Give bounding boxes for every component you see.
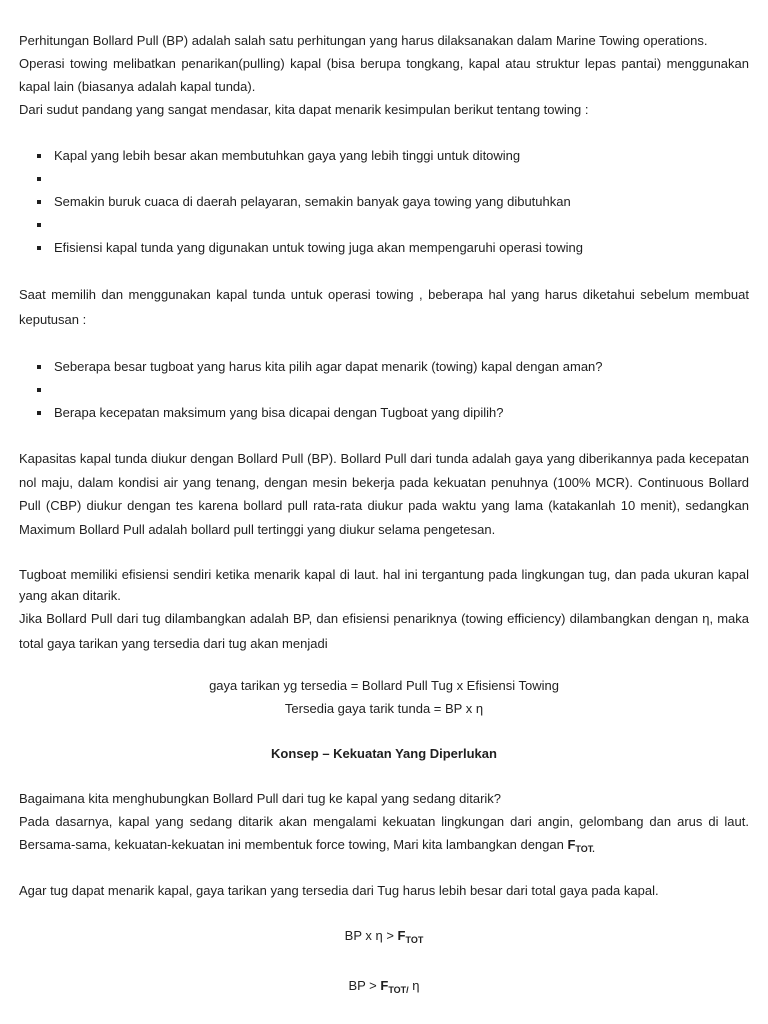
inequality-1: [19, 924, 749, 952]
decision-questions-list: [19, 355, 749, 424]
f-tot-subscript: TOT.: [575, 844, 595, 854]
list-item: Kapal yang lebih besar akan membutuhkan gaya yang lebih tinggi untuk ditowing: [19, 144, 749, 167]
forces-text: Pada dasarnya, kapal yang sedang ditarik akan mengalami kekuatan lingkungan dari angin, gelombang dan arus di laut. Bersama-sama, kekuatan-kekuatan ini membentuk force towing, Mari kita lambangkan dengan: [19, 814, 749, 852]
inequality-2-subscript: TOT/: [388, 985, 409, 995]
paragraph-choosing-tug: Saat memilih dan menggunakan kapal tunda untuk operasi towing , beberapa hal yang harus diketahui sebelum membuat keputusan :: [19, 287, 749, 327]
paragraph-bollard-pull: Kapasitas kapal tunda diukur dengan Bollard Pull (BP). Bollard Pull dari tunda adalah gaya yang diberikannya pada kecepatan nol maju, dalam kondisi air yang tenang, dengan mesin bekerja pada kekuatan penuhnya (100% MCR). Continuous Bollard Pull (CBP) diukur dengan tes karena bollard pull rata-rata diukur pada waktu yang lama (katakanlah 10 menit), sedangkan Maximum Bollard Pull adalah bollard pull tertinggi yang diukur selama pengetesan.: [19, 451, 749, 537]
list-item: Efisiensi kapal tunda yang digunakan untuk towing juga akan mempengaruhi operasi towing: [19, 236, 749, 259]
paragraph-environmental-forces: [19, 810, 749, 861]
paragraph-efficiency-symbol: Jika Bollard Pull dari tug dilambangkan adalah BP, dan efisiensi penariknya (towing efficiency) dilambangkan dengan η, maka total gaya tarikan yang tersedia dari tug akan menjadi: [19, 611, 749, 651]
list-item: Seberapa besar tugboat yang harus kita pilih agar dapat menarik (towing) kapal dengan aman?: [19, 355, 749, 378]
document-page: [19, 29, 749, 1002]
formula-tug-pull: Tersedia gaya tarik tunda = BP x η: [284, 701, 484, 716]
paragraph-condition: Agar tug dapat menarik kapal, gaya tarikan yang tersedia dari Tug harus lebih besar dari total gaya pada kapal.: [19, 883, 659, 898]
intro-line-3: Dari sudut pandang yang sangat mendasar, kita dapat menarik kesimpulan berikut tentang towing :: [19, 102, 589, 117]
paragraph-tug-efficiency: Tugboat memiliki efisiensi sendiri ketika menarik kapal di laut. hal ini tergantung pada lingkungan tug, dan pada ukuran kapal yang akan ditarik.: [19, 567, 749, 603]
inequality-2: [19, 974, 749, 1002]
inequality-2-right: η: [408, 978, 420, 993]
inequality-2-left: BP >: [348, 978, 381, 993]
intro-line-2: Operasi towing melibatkan penarikan(pulling) kapal (bisa berupa tongkang, kapal atau struktur lepas pantai) menggunakan kapal lain (biasanya adalah kapal tunda).: [19, 56, 749, 94]
f-tot-symbol: F: [567, 837, 576, 852]
inequality-1-left: BP x η >: [344, 928, 398, 943]
section-heading: Konsep – Kekuatan Yang Diperlukan: [271, 746, 497, 761]
list-item: Semakin buruk cuaca di daerah pelayaran, semakin banyak gaya towing yang dibutuhkan: [19, 190, 749, 213]
inequality-1-subscript: TOT: [405, 935, 424, 945]
list-item: Berapa kecepatan maksimum yang bisa dicapai dengan Tugboat yang dipilih?: [19, 401, 749, 424]
towing-conclusions-list: [19, 144, 749, 259]
formula-available-pull: gaya tarikan yg tersedia = Bollard Pull Tug x Efisiensi Towing: [209, 678, 559, 693]
intro-line-1: Perhitungan Bollard Pull (BP) adalah salah satu perhitungan yang harus dilaksanakan dalam Marine Towing operations.: [19, 33, 708, 48]
inequality-1-symbol: F: [397, 928, 406, 943]
paragraph-question: Bagaimana kita menghubungkan Bollard Pull dari tug ke kapal yang sedang ditarik?: [19, 791, 502, 806]
inequality-2-symbol: F: [380, 978, 389, 993]
